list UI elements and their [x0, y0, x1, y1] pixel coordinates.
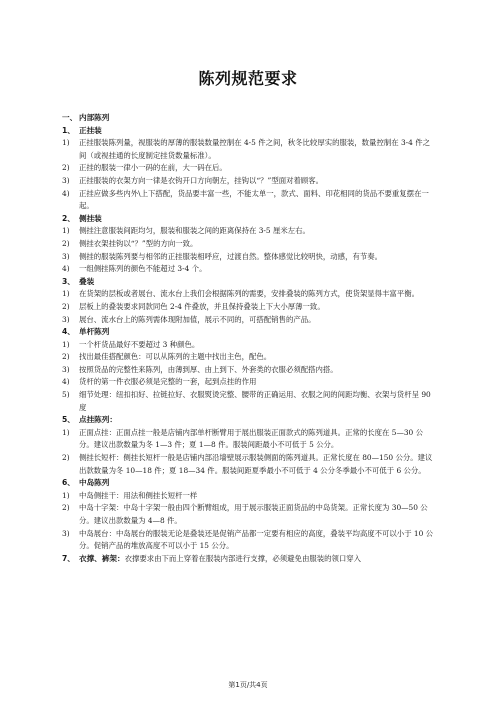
document-body — [62, 112, 436, 565]
subsection-heading — [62, 414, 436, 427]
list-item-text: 中岛侧挂干：用法和侧挂长短杆一样 — [79, 490, 198, 500]
subsection-heading — [62, 276, 436, 289]
list-item — [62, 251, 436, 264]
subsection-heading — [62, 477, 436, 490]
subsection-number: 1、 — [62, 125, 75, 135]
list-item-text: 侧挂的服装陈列要与相邻的正挂服装相呼应，过渡自然。整体感觉比较明快，动感，有节奏。 — [79, 251, 383, 261]
list-item-number: 2) — [62, 163, 70, 173]
list-item — [62, 288, 436, 301]
list-item — [62, 376, 436, 389]
subsection-number: 5、 — [62, 415, 75, 425]
section-number: 一、 — [62, 113, 78, 122]
list-item-text: 展台、流水台上的陈列需体现附加值，展示不同的，可搭配销售的产品。 — [79, 314, 316, 324]
list-item-text: 按照货品的完整性来陈列，由薄到厚、由上到下、外套类的衣服必须配搭内搭。 — [79, 364, 338, 374]
list-item-text: 一个杆货品最好不要超过 3 种颜色。 — [79, 339, 200, 349]
list-item-text: 正挂服装陈列量，视服装的厚薄的服装数量控制在 4-5 件之间，秋冬比较厚实的服装，数量控制在 3-4 件之间（或视挂通的长度制定挂货数量标准）。 — [79, 138, 431, 160]
list-item-number: 3) — [62, 314, 70, 324]
list-item-text: 侧挂注意服装间距均匀，服装和服装之间的距离保持在 3-5 厘米左右。 — [79, 226, 310, 236]
page-number: 第1页/共4页 — [228, 681, 268, 689]
list-item-text: 细节处理：纽扣扣好、拉链拉好、衣服熨烫完整、腰带的正确运用、衣服之间的间距均衡、衣架与货杆呈 90 度 — [79, 390, 431, 412]
subsection-heading — [62, 213, 436, 226]
list-item — [62, 364, 436, 377]
subsection-heading — [62, 326, 436, 339]
subsection-number: 2、 — [62, 213, 75, 223]
list-item-number: 1) — [62, 490, 70, 500]
list-item — [62, 339, 436, 352]
list-item-text: 中岛十字架：中岛十字架一般由四个断臂组成，用于展示服装正面货品的中岛货架。正常长度为 30—50 公分。建议出款数量为 4—8 件。 — [79, 503, 428, 525]
list-item-number: 1) — [62, 289, 70, 299]
subsection-number: 7、 — [62, 553, 75, 563]
list-item-text: 在货架的层板或者展台、流水台上我们会根据陈列的需要，安排叠装的陈列方式，使货架显得丰富平衡。 — [79, 289, 419, 299]
list-item-number: 3) — [62, 175, 70, 185]
subsection-label: 点挂陈列： — [79, 415, 117, 425]
list-item — [62, 314, 436, 327]
subsection-label: 单杆陈列 — [79, 327, 110, 337]
list-item-number: 4) — [62, 377, 70, 387]
list-item-number: 1) — [62, 226, 70, 236]
list-item-number: 2) — [62, 503, 70, 513]
list-item-text: 货杆的第一件衣服必须是完整的一套，起到点挂的作用 — [79, 377, 257, 387]
list-item-number: 1) — [62, 138, 70, 148]
list-item — [62, 263, 436, 276]
list-item-text: 找出最佳搭配颜色：可以从陈列的主题中找出主色，配色。 — [79, 352, 272, 362]
subsection-label: 正挂装 — [79, 125, 102, 135]
section-heading — [62, 112, 436, 125]
subsection-label: 衣撑、裤架： — [79, 553, 125, 563]
list-item-text: 正面点挂：正面点挂一般是店铺内部单杆断臂用于展出服装正面款式的陈列道具。正常的长度在 5—30 公分。建议出款数量为冬 1—3 件；夏 1—8 件。服装间距最小不可低于 5 公分。 — [79, 427, 423, 450]
list-item-number: 2) — [62, 453, 70, 463]
document-title: 陈列规范要求 — [198, 69, 298, 88]
subsection-heading-inline — [62, 553, 436, 566]
list-item-text: 正挂服装的衣架方向一律是衣钩开口方向朝左，挂钩以“？”型面对着顾客。 — [79, 175, 324, 185]
subsection-number: 6、 — [62, 478, 75, 488]
list-item-number: 4) — [62, 188, 70, 198]
list-item-number: 1) — [62, 427, 70, 437]
list-item — [62, 301, 436, 314]
list-item-number: 3) — [62, 528, 70, 538]
list-item-number: 3) — [62, 364, 70, 374]
list-item-text: 侧挂衣架挂钩以“？”型的方向一致。 — [79, 238, 198, 248]
list-item-number: 2) — [62, 352, 70, 362]
subsection-label: 中岛陈列 — [79, 478, 110, 488]
subsection-label: 叠装 — [79, 276, 95, 286]
list-item — [62, 389, 436, 414]
list-item-number: 1) — [62, 339, 70, 349]
section-label: 内部陈列 — [79, 113, 110, 122]
list-item — [62, 351, 436, 364]
list-item — [62, 238, 436, 251]
subsection-heading — [62, 125, 436, 138]
subsection-number: 3、 — [62, 276, 75, 286]
list-item-text: 层板上的叠装要求同款同色 2-4 件叠放，并且保持叠装上下大小厚薄一致。 — [79, 301, 325, 311]
list-item — [62, 188, 436, 213]
list-item — [62, 162, 436, 175]
list-item — [62, 490, 436, 503]
list-item-text: 正挂的服装一律小一码的在前，大一码在后。 — [79, 163, 227, 173]
list-item — [62, 502, 436, 527]
list-item — [62, 137, 436, 162]
list-item — [62, 175, 436, 188]
subsection-label: 侧挂装 — [79, 213, 102, 223]
list-item — [62, 528, 436, 553]
list-item-text: 正挂应做多些内外\上下搭配，货品要丰富一些，不能太单一，款式、面料、印花相同的货品不要重复摆在一起。 — [79, 188, 429, 211]
list-item — [62, 225, 436, 238]
list-item-number: 4) — [62, 264, 70, 274]
subsection-number: 4、 — [62, 327, 75, 337]
list-item-number: 3) — [62, 251, 70, 261]
list-item-text: 一组侧挂陈列的颜色不能超过 3-4 个。 — [79, 264, 207, 274]
list-item-number: 2) — [62, 301, 70, 311]
list-item-number: 2) — [62, 238, 70, 248]
subsection-text: 衣撑要求由下而上穿着在服装内部进行支撑，必须避免由服装的领口穿入 — [124, 553, 362, 563]
list-item-text: 侧挂长短杆：侧挂长短杆一般是店铺内部沿墙壁展示服装侧面的陈列道具。正常长度在 80—150 公分。建议出款数量为冬 10—18 件；夏 18—34 件。服装间距夏季最小不可低于 4 公分冬季最小不可低于 6 公分。 — [79, 453, 433, 475]
list-item — [62, 427, 436, 452]
list-item-text: 中岛展台：中岛展台的服装无论是叠装还是促销产品都一定要有相应的高度，叠装平均高度不可以小于 10 公分。促销产品的堆放高度不可以小于 15 公分。 — [79, 528, 434, 551]
list-item — [62, 452, 436, 477]
list-item-number: 5) — [62, 390, 70, 400]
